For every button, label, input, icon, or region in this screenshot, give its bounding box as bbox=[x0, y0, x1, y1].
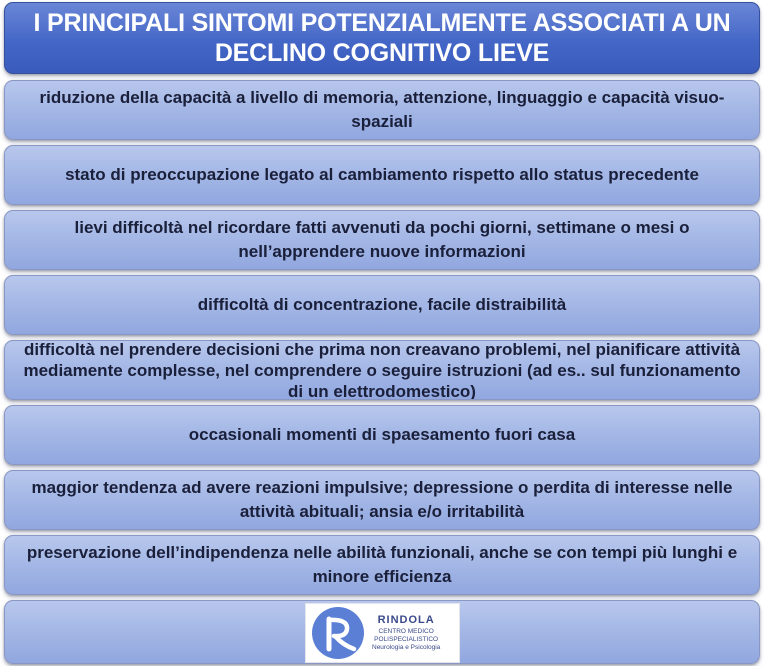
list-item bbox=[4, 535, 760, 595]
title-box bbox=[4, 2, 760, 74]
logo-brand: RINDOLA bbox=[377, 614, 435, 626]
list-item bbox=[4, 340, 760, 400]
item-text: preservazione dell’indipendenza nelle abilità funzionali, anche se con tempi più lunghi e minore efficienza bbox=[26, 543, 738, 586]
item-text: difficoltà nel prendere decisioni che prima non creavano problemi, nel pianificare attività mediamente complesse, nel comprendere o seguire istruzioni (ad es.. sul funzionamento di un elettrodomestico) bbox=[23, 340, 741, 400]
logo-line-1: CENTRO MEDICO bbox=[378, 628, 434, 635]
item-text: stato di preoccupazione legato al cambiamento rispetto allo status precedente bbox=[65, 165, 699, 184]
list-item bbox=[4, 210, 760, 270]
logo-text bbox=[372, 614, 440, 652]
rindola-logo-icon bbox=[310, 605, 366, 661]
list-item bbox=[4, 470, 760, 530]
logo-line-2: POLISPECIALISTICO bbox=[374, 636, 439, 643]
logo bbox=[305, 603, 460, 663]
list-item bbox=[4, 80, 760, 140]
item-text: lievi difficoltà nel ricordare fatti avvenuti da pochi giorni, settimane o mesi o nell’apprendere nuove informazioni bbox=[74, 218, 690, 261]
item-text: occasionali momenti di spaesamento fuori casa bbox=[188, 425, 576, 444]
item-text: maggior tendenza ad avere reazioni impulsive; depressione o perdita di interesse nelle attività abituali; ansia e/o irritabilità bbox=[31, 478, 733, 521]
item-text: difficoltà di concentrazione, facile distraibilità bbox=[197, 295, 567, 314]
title-text: I PRINCIPALI SINTOMI POTENZIALMENTE ASSOCIATI A UN DECLINO COGNITIVO LIEVE bbox=[33, 9, 731, 67]
item-text: riduzione della capacità a livello di memoria, attenzione, linguaggio e capacità visuo-spaziali bbox=[39, 88, 725, 131]
list-item bbox=[4, 275, 760, 335]
list-item bbox=[4, 405, 760, 465]
list-item bbox=[4, 145, 760, 205]
logo-line-3: Neurologia e Psicologia bbox=[372, 644, 441, 651]
